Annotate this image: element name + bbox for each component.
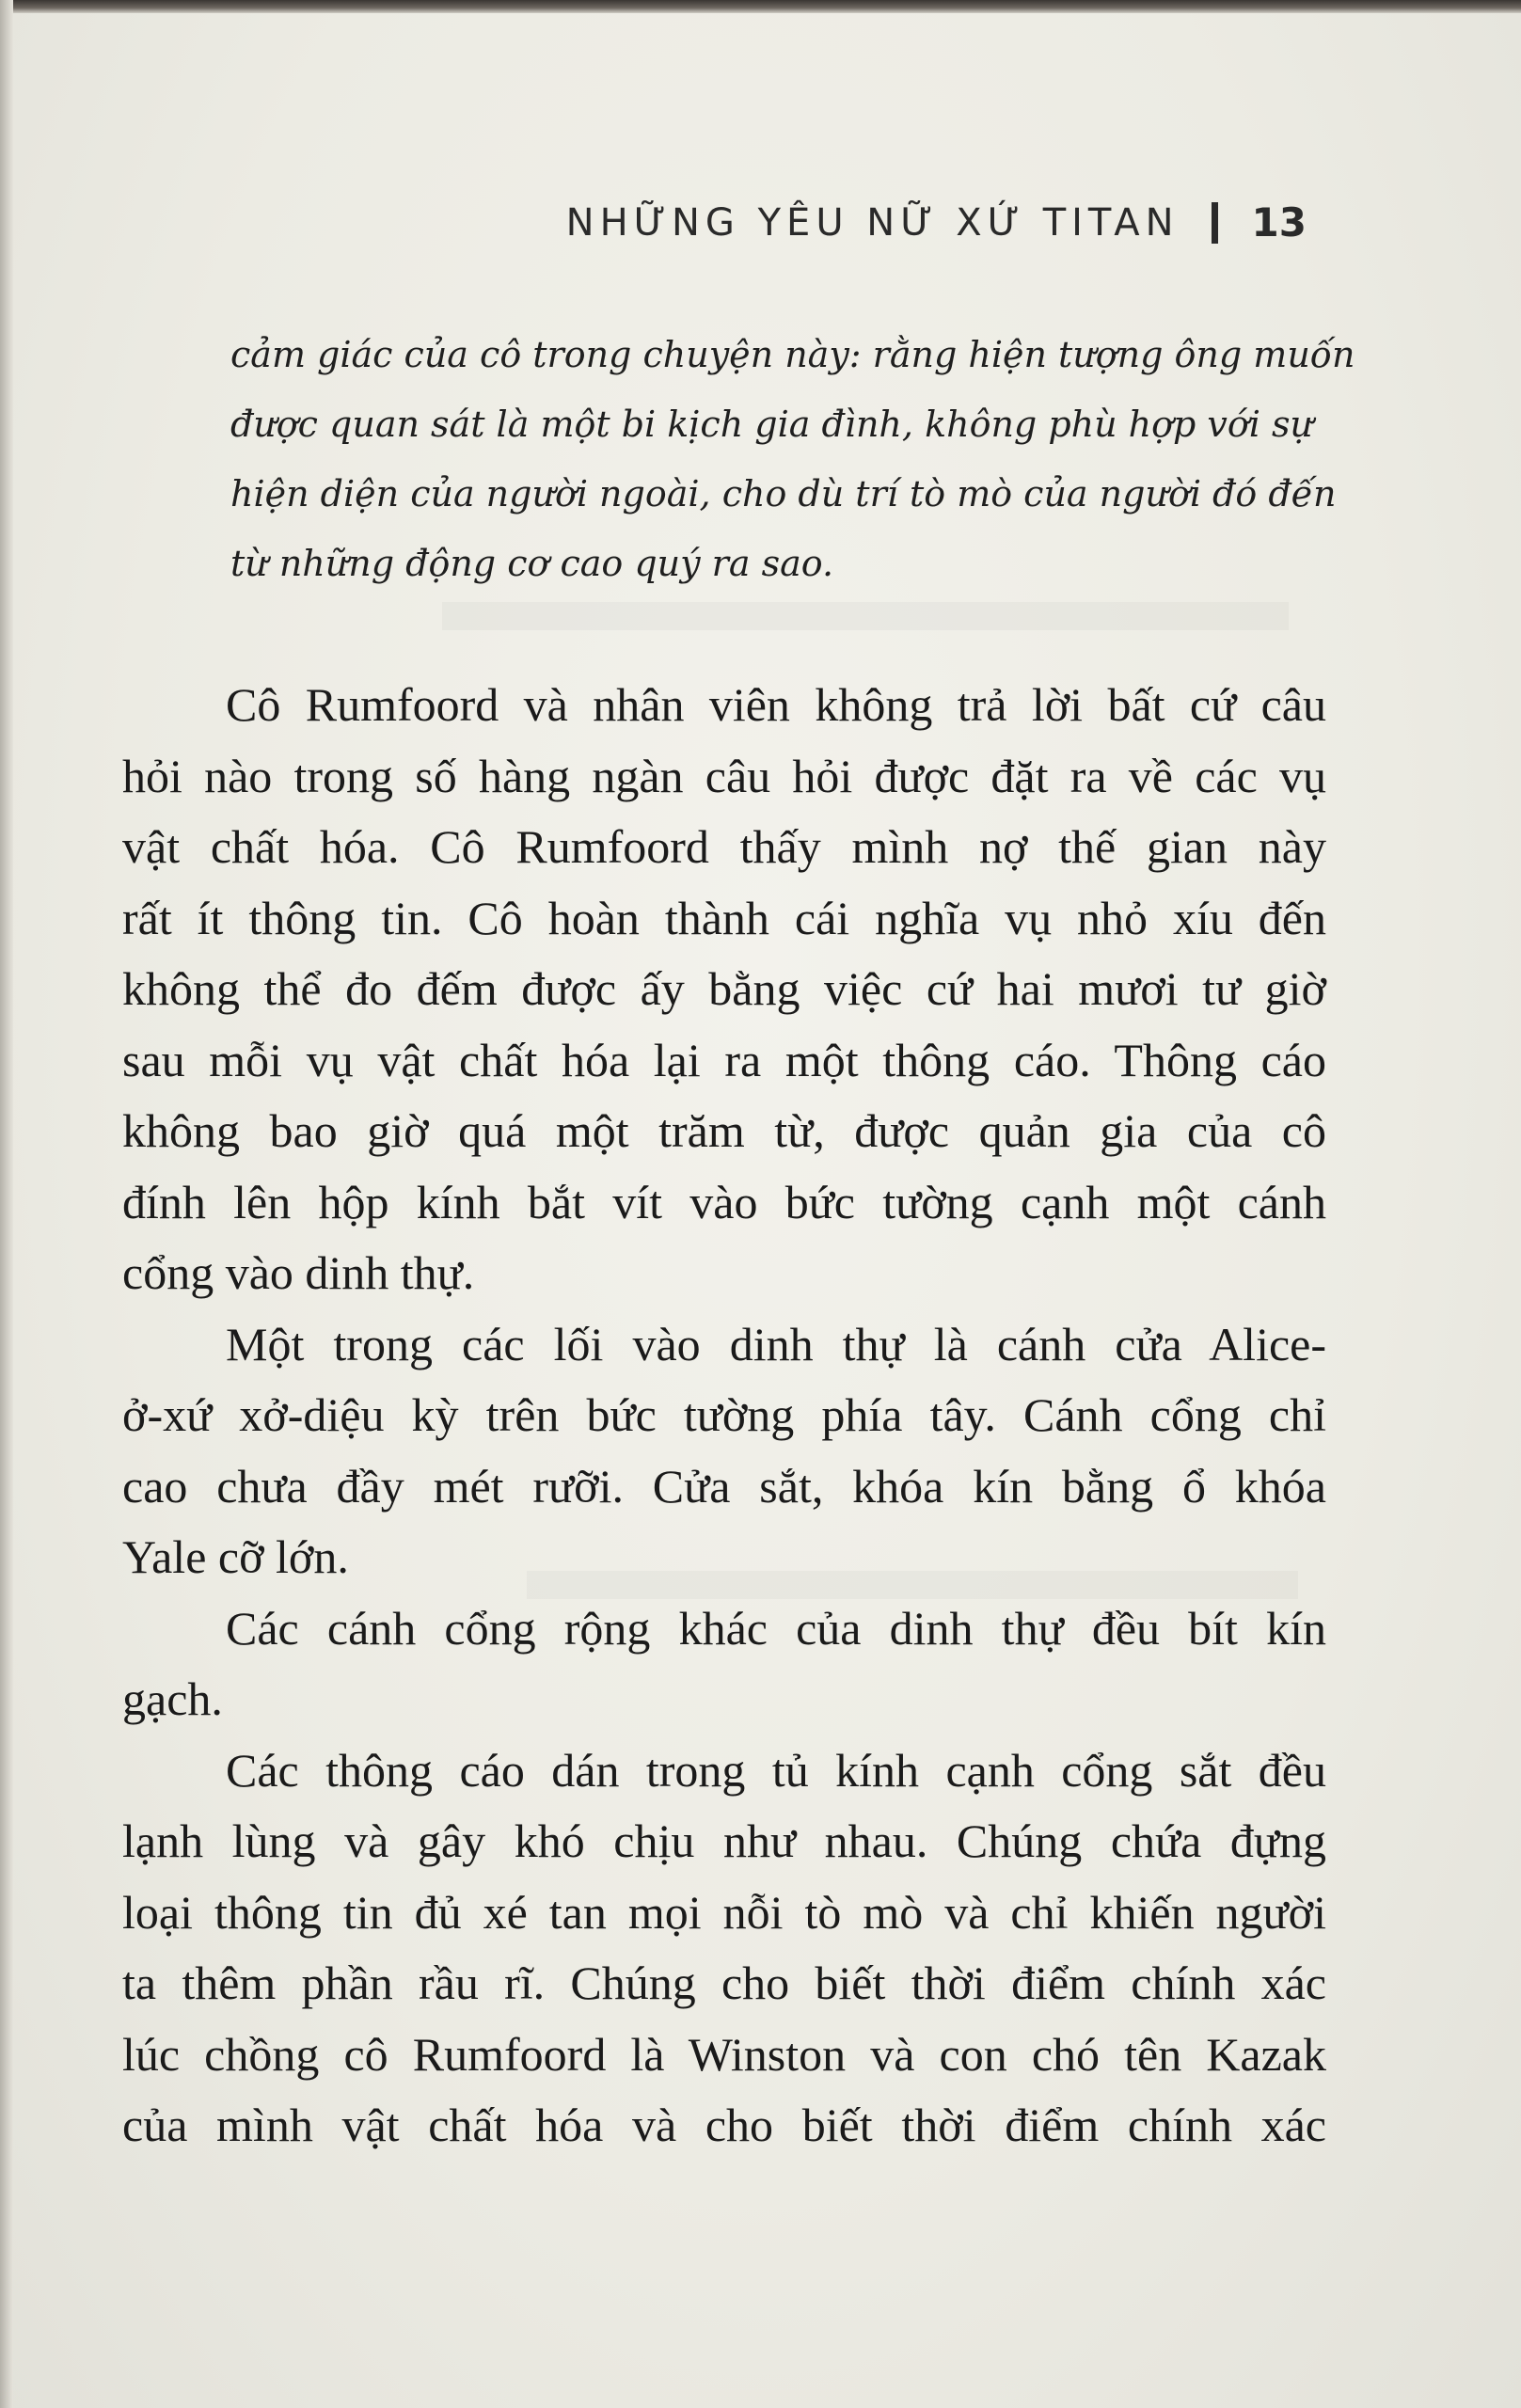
- italic-quote: [230, 320, 1355, 598]
- quote-line: được quan sát là một bi kịch gia đình, không phù hợp với sự: [230, 404, 1313, 445]
- text-line: sau mỗi vụ vật chất hóa lại ra một thông cáo. Thông cáo: [122, 1033, 1326, 1086]
- book-top-edge: [0, 0, 1521, 13]
- quote-line: từ những động cơ cao quý ra sao.: [230, 543, 834, 584]
- text-line: Yale cỡ lớn.: [122, 1530, 349, 1583]
- text-line: của mình vật chất hóa và cho biết thời điểm chính xác: [122, 2099, 1326, 2151]
- text-line: hỏi nào trong số hàng ngàn câu hỏi được đặt ra về các vụ: [122, 749, 1326, 802]
- text-line: không bao giờ quá một trăm từ, được quản gia của cô: [122, 1104, 1326, 1157]
- quote-line: hiện diện của người ngoài, cho dù trí tò mò của người đó đến: [230, 473, 1337, 515]
- text-line: đính lên hộp kính bắt vít vào bức tường cạnh một cánh: [122, 1175, 1326, 1228]
- text-line: cao chưa đầy mét rưỡi. Cửa sắt, khóa kín bằng ổ khóa: [122, 1459, 1326, 1513]
- text-line: lạnh lùng và gây khó chịu như nhau. Chúng chứa đựng: [122, 1814, 1326, 1867]
- text-line: Cô Rumfoord và nhân viên không trả lời bất cứ câu: [226, 678, 1326, 731]
- text-line: rất ít thông tin. Cô hoàn thành cái nghĩa vụ nhỏ xíu đến: [122, 891, 1326, 944]
- page-number: 13: [1251, 199, 1307, 246]
- running-title: NHỮNG YÊU NỮ XỨ TITAN: [565, 200, 1180, 245]
- running-header: [566, 199, 1307, 246]
- text-line: ta thêm phần rầu rĩ. Chúng cho biết thời điểm chính xác: [122, 1956, 1326, 2009]
- text-line: gạch.: [122, 1672, 223, 1725]
- text-line: lúc chồng cô Rumfoord là Winston và con chó tên Kazak: [122, 2027, 1326, 2081]
- text-line: vật chất hóa. Cô Rumfoord thấy mình nợ thế gian này: [122, 820, 1326, 873]
- bleed-through-mark: [442, 602, 1289, 630]
- header-separator: [1212, 202, 1218, 244]
- text-line: Các cánh cổng rộng khác của dinh thự đều bít kín: [226, 1601, 1326, 1655]
- text-line: không thể đo đếm được ấy bằng việc cứ hai mươi tư giờ: [122, 962, 1326, 1015]
- text-line: Các thông cáo dán trong tủ kính cạnh cổng sắt đều: [226, 1743, 1326, 1797]
- body-text: [122, 670, 1326, 2162]
- text-line: ở-xứ xở-diệu kỳ trên bức tường phía tây. Cánh cổng chỉ: [122, 1388, 1326, 1441]
- text-line: cổng vào dinh thự.: [122, 1246, 475, 1299]
- book-left-edge: [0, 0, 13, 2408]
- text-line: Một trong các lối vào dinh thự là cánh cửa Alice-: [226, 1317, 1326, 1370]
- text-line: loại thông tin đủ xé tan mọi nỗi tò mò và chỉ khiến người: [122, 1885, 1326, 1939]
- quote-line: cảm giác của cô trong chuyện này: rằng hiện tượng ông muốn: [230, 334, 1355, 375]
